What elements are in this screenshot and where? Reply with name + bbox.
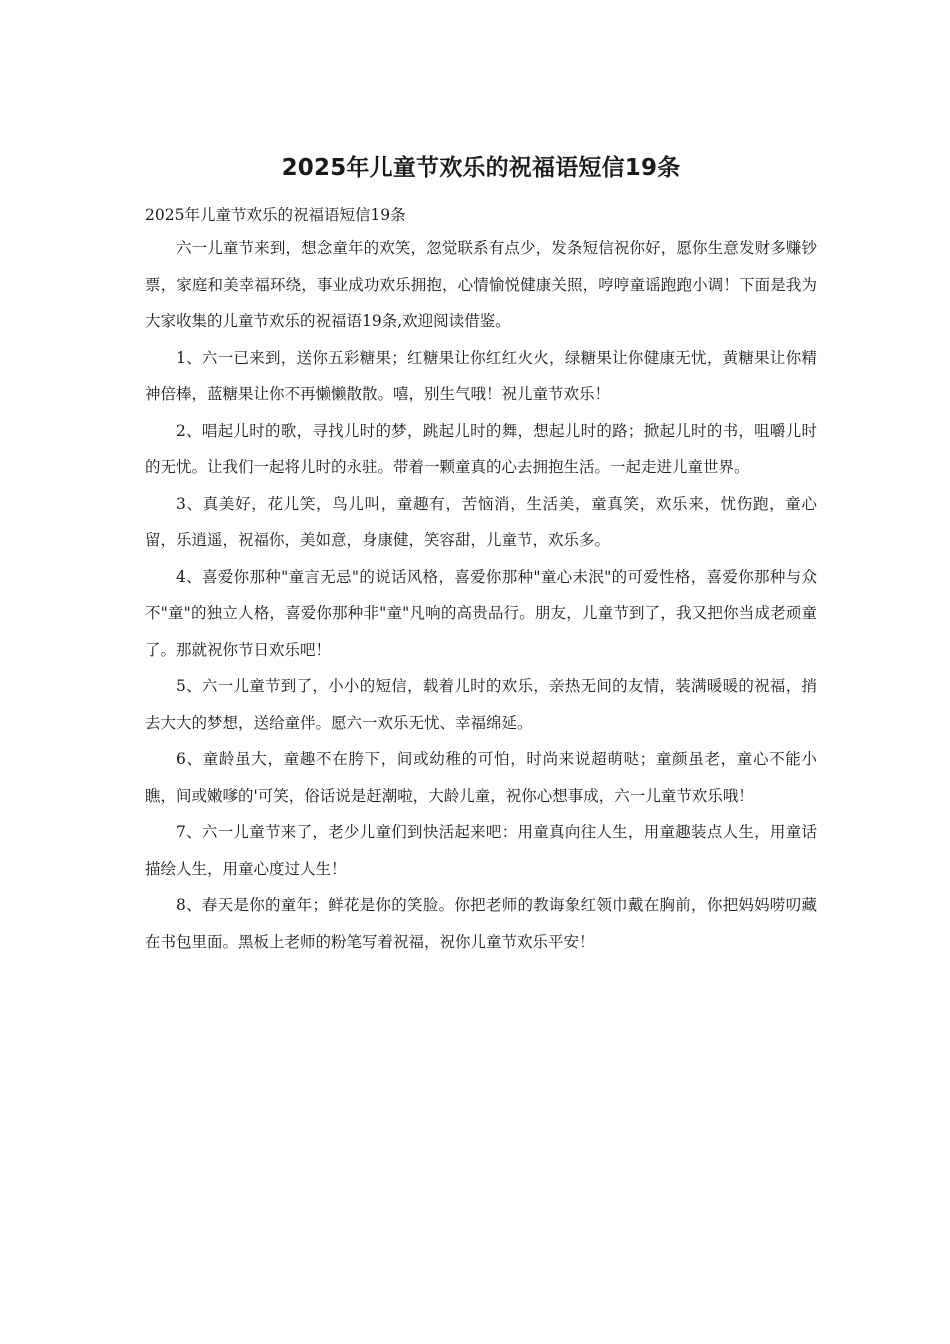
greeting-paragraph-4: 4、喜爱你那种"童言无忌"的说话风格，喜爱你那种"童心未泯"的可爱性格，喜爱你那种与众不"童"的独立人格，喜爱你那种非"童"凡响的高贵品行。朋友，儿童节到了，我又把你当成老顽童了。那就祝你节日欢乐吧！ — [145, 567, 817, 659]
document-page — [145, 150, 817, 960]
document-title: 2025年儿童节欢乐的祝福语短信19条 — [281, 155, 681, 181]
greeting-paragraph-8: 8、春天是你的童年；鲜花是你的笑脸。你把老师的教诲象红领巾戴在胸前，你把妈妈唠叨藏在书包里面。黑板上老师的粉笔写着祝福，祝你儿童节欢乐平安！ — [145, 896, 817, 951]
greeting-paragraph-2: 2、唱起儿时的歌，寻找儿时的梦，跳起儿时的舞，想起儿时的路；掀起儿时的书，咀嚼儿时的无忧。让我们一起将儿时的永驻。带着一颗童真的心去拥抱生活。一起走进儿童世界。 — [145, 421, 817, 476]
document-subtitle: 2025年儿童节欢乐的祝福语短信19条 — [145, 206, 406, 224]
greeting-paragraph-1: 1、六一已来到，送你五彩糖果；红糖果让你红红火火，绿糖果让你健康无忧，黄糖果让你精神倍棒，蓝糖果让你不再懒懒散散。嘻，别生气哦！祝儿童节欢乐！ — [145, 348, 817, 403]
greeting-paragraph-6: 6、童龄虽大，童趣不在胯下，间或幼稚的可怕，时尚来说超萌哒；童颜虽老，童心不能小瞧，间或嫩嗲的'可笑，俗话说是赶潮啦，大龄儿童，祝你心想事成，六一儿童节欢乐哦！ — [145, 750, 817, 805]
intro-paragraph: 六一儿童节来到，想念童年的欢笑，忽觉联系有点少，发条短信祝你好，愿你生意发财多赚钞票，家庭和美幸福环绕，事业成功欢乐拥抱，心情愉悦健康关照，哼哼童谣跑跑小调！下面是我为大家收集的儿童节欢乐的祝福语19条,欢迎阅读借鉴。 — [145, 239, 817, 330]
greeting-paragraph-5: 5、六一儿童节到了，小小的短信，载着儿时的欢乐，亲热无间的友情，装满暖暖的祝福，捎去大大的梦想，送给童伴。愿六一欢乐无忧、幸福绵延。 — [145, 677, 817, 732]
greeting-paragraph-3: 3、真美好，花儿笑，鸟儿叫，童趣有，苦恼消，生活美，童真笑，欢乐来，忧伤跑，童心留，乐逍遥，祝福你，美如意，身康健，笑容甜，儿童节，欢乐多。 — [145, 494, 817, 549]
greeting-paragraph-7: 7、六一儿童节来了，老少儿童们到快活起来吧：用童真向往人生，用童趣装点人生，用童话描绘人生，用童心度过人生！ — [145, 823, 817, 878]
